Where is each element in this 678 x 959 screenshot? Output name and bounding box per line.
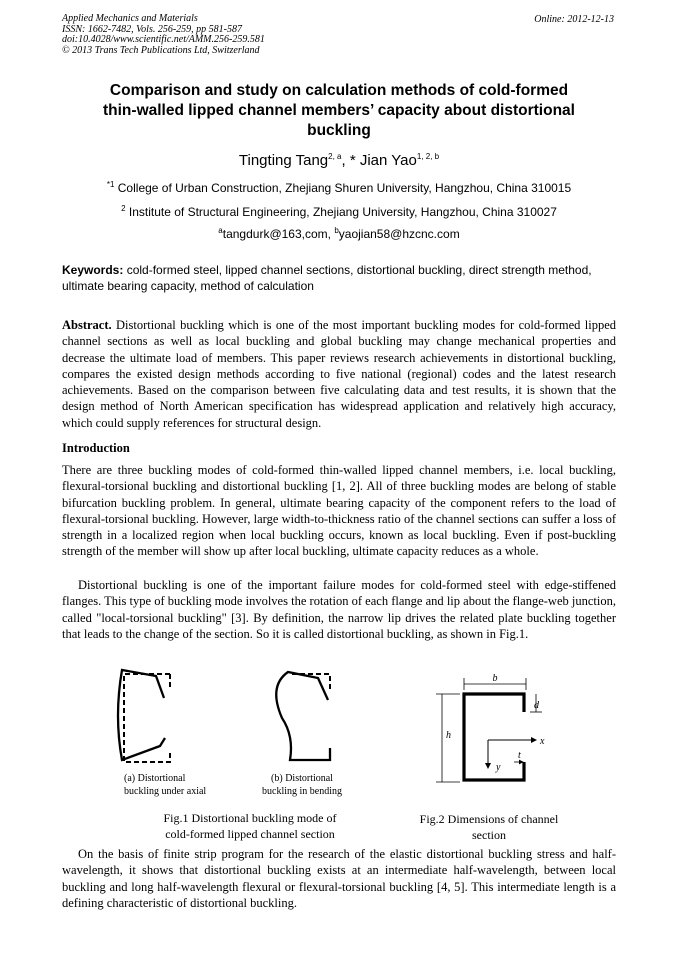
fig1b-distorted-outline — [276, 672, 330, 760]
fig2-caption-line-1: Fig.2 Dimensions of channel — [419, 812, 559, 826]
fig2-diagram — [430, 672, 560, 790]
affiliation-2 — [62, 205, 616, 219]
keywords — [62, 262, 618, 294]
abstract — [62, 317, 616, 431]
keywords-label: Keywords: — [62, 263, 124, 277]
fig2-label-t: t — [518, 750, 521, 761]
section-heading-introduction: Introduction — [62, 441, 130, 455]
fig1-caption — [136, 810, 364, 842]
fig2-label-y: y — [496, 762, 501, 773]
fig2-label-d: d — [534, 700, 539, 711]
fig2-caption-line-2: section — [472, 828, 506, 842]
abstract-label: Abstract. — [62, 318, 112, 332]
online-date: Online: 2012-12-13 — [534, 14, 614, 25]
fig1-caption-line-1: Fig.1 Distortional buckling mode of — [163, 811, 337, 825]
keywords-text: cold-formed steel, lipped channel sections, distortional buckling, direct strength method, ultimate bearing capacity, method of calculation — [62, 263, 592, 293]
intro-paragraph-2: Distortional buckling is one of the important failure modes for cold-formed steel with edge-stiffened flanges. This type of buckling mode involves the rotation of each flange and lip about the flange-web junction, called "local-torsional buckling" [3]. By definition, the narrow lip drives the related plate buckling together that leads to the change of the section. So it is called distortional buckling, as shown in Fig.1. — [62, 578, 616, 641]
fig1a-original-outline — [124, 674, 170, 762]
affiliation-2-text: Institute of Structural Engineering, Zhejiang University, Hangzhou, China 310027 — [128, 205, 557, 219]
affiliation-1-text: College of Urban Construction, Zhejiang Shuren University, Hangzhou, China 310015 — [117, 181, 572, 195]
fig1a-label-line-1: (a) Distortional — [124, 773, 186, 784]
doi-line: doi:10.4028/www.scientific.net/AMM.256-259.581 — [62, 34, 265, 45]
author-1-sup: 2, a — [328, 152, 342, 161]
affiliation-2-mark: 2 — [121, 204, 126, 213]
intro-paragraph-3: On the basis of finite strip program for the research of the elastic distortional buckling stress and half-wavelength, it shows that distortional buckling exists at an intermediate half-wavelength, between local buckling and long half-wavelength flexural or flexural-torsional buckling [4, 5]. This intermediate length is a defining characteristic of distortional buckling. — [62, 847, 616, 910]
author-2: Jian Yao — [359, 152, 417, 169]
title-line-2: thin-walled lipped channel members’ capacity about distortional — [103, 102, 575, 119]
issn-line: ISSN: 1662-7482, Vols. 256-259, pp 581-587 — [62, 23, 242, 35]
copyright-line: © 2013 Trans Tech Publications Ltd, Switzerland — [62, 44, 260, 56]
title-line-3: buckling — [307, 122, 371, 139]
fig2-channel-section — [464, 694, 524, 780]
fig1a-distorted-outline — [118, 670, 165, 760]
fig1-caption-line-2: cold-formed lipped channel section — [165, 827, 335, 841]
author-separator: , * — [341, 152, 356, 169]
affiliation-1-mark: *1 — [106, 180, 115, 189]
email-line — [62, 227, 616, 241]
email-a-mark: a — [218, 226, 223, 235]
abstract-text: Distortional buckling which is one of the most important buckling modes for cold-formed lipped channel sections as well as local buckling and global buckling may change mechanical properties and decrease the ultimate load of members. This paper reviews research achievements in distortional buckling, compares the existed design methods according to five national (regional) codes and the latest research achievements. Based on the comparison between five calculating data and test results, it is shown that the design method of North American specification has widespread application and relatively high accuracy, which could supply references for structural design. — [62, 318, 616, 430]
fig2-caption — [404, 811, 574, 843]
fig2-label-h: h — [446, 730, 451, 741]
journal-header — [62, 14, 265, 56]
fig1b-label-line-1: (b) Distortional — [271, 773, 333, 784]
fig1a-label-line-2: buckling under axial — [124, 786, 207, 797]
title-line-1: Comparison and study on calculation methods of cold-formed — [109, 82, 569, 99]
fig1b-label — [262, 772, 342, 798]
fig1a-label — [124, 772, 206, 798]
author-1: Tingting Tang — [238, 152, 329, 169]
paper-title — [62, 81, 616, 141]
fig2-label-b: b — [492, 673, 498, 684]
author-list — [62, 152, 616, 169]
author-2-sup: 1, 2, b — [416, 152, 440, 161]
email-b[interactable]: yaojian58@hzcnc.com — [338, 227, 460, 241]
email-a[interactable]: tangdurk@163,com, — [222, 227, 335, 241]
journal-name: Applied Mechanics and Materials — [62, 13, 198, 24]
affiliation-1 — [62, 181, 616, 195]
fig1a-diagram — [110, 666, 186, 768]
fig1b-diagram — [258, 666, 348, 768]
fig1b-label-line-2: buckling in bending — [262, 786, 342, 797]
email-b-mark: b — [334, 226, 339, 235]
intro-paragraph-1: There are three buckling modes of cold-formed thin-walled lipped channel members, i.e. local buckling, flexural-torsional buckling and distortional buckling [1, 2]. All of three buckling modes are belong of stable bifurcation buckling problem. In general, ultimate bearing capacity of the component refers to the load of flexural-torsional buckling. However, large width-to-thickness ratio of the channel sections can suffer a loss of strength in a localized region when local buckling occurs, known as local buckling. Even if post-buckling strength of the member will show up after local buckling, ultimate capacity reduces as a whole. — [62, 463, 616, 559]
fig2-label-x: x — [540, 736, 545, 747]
